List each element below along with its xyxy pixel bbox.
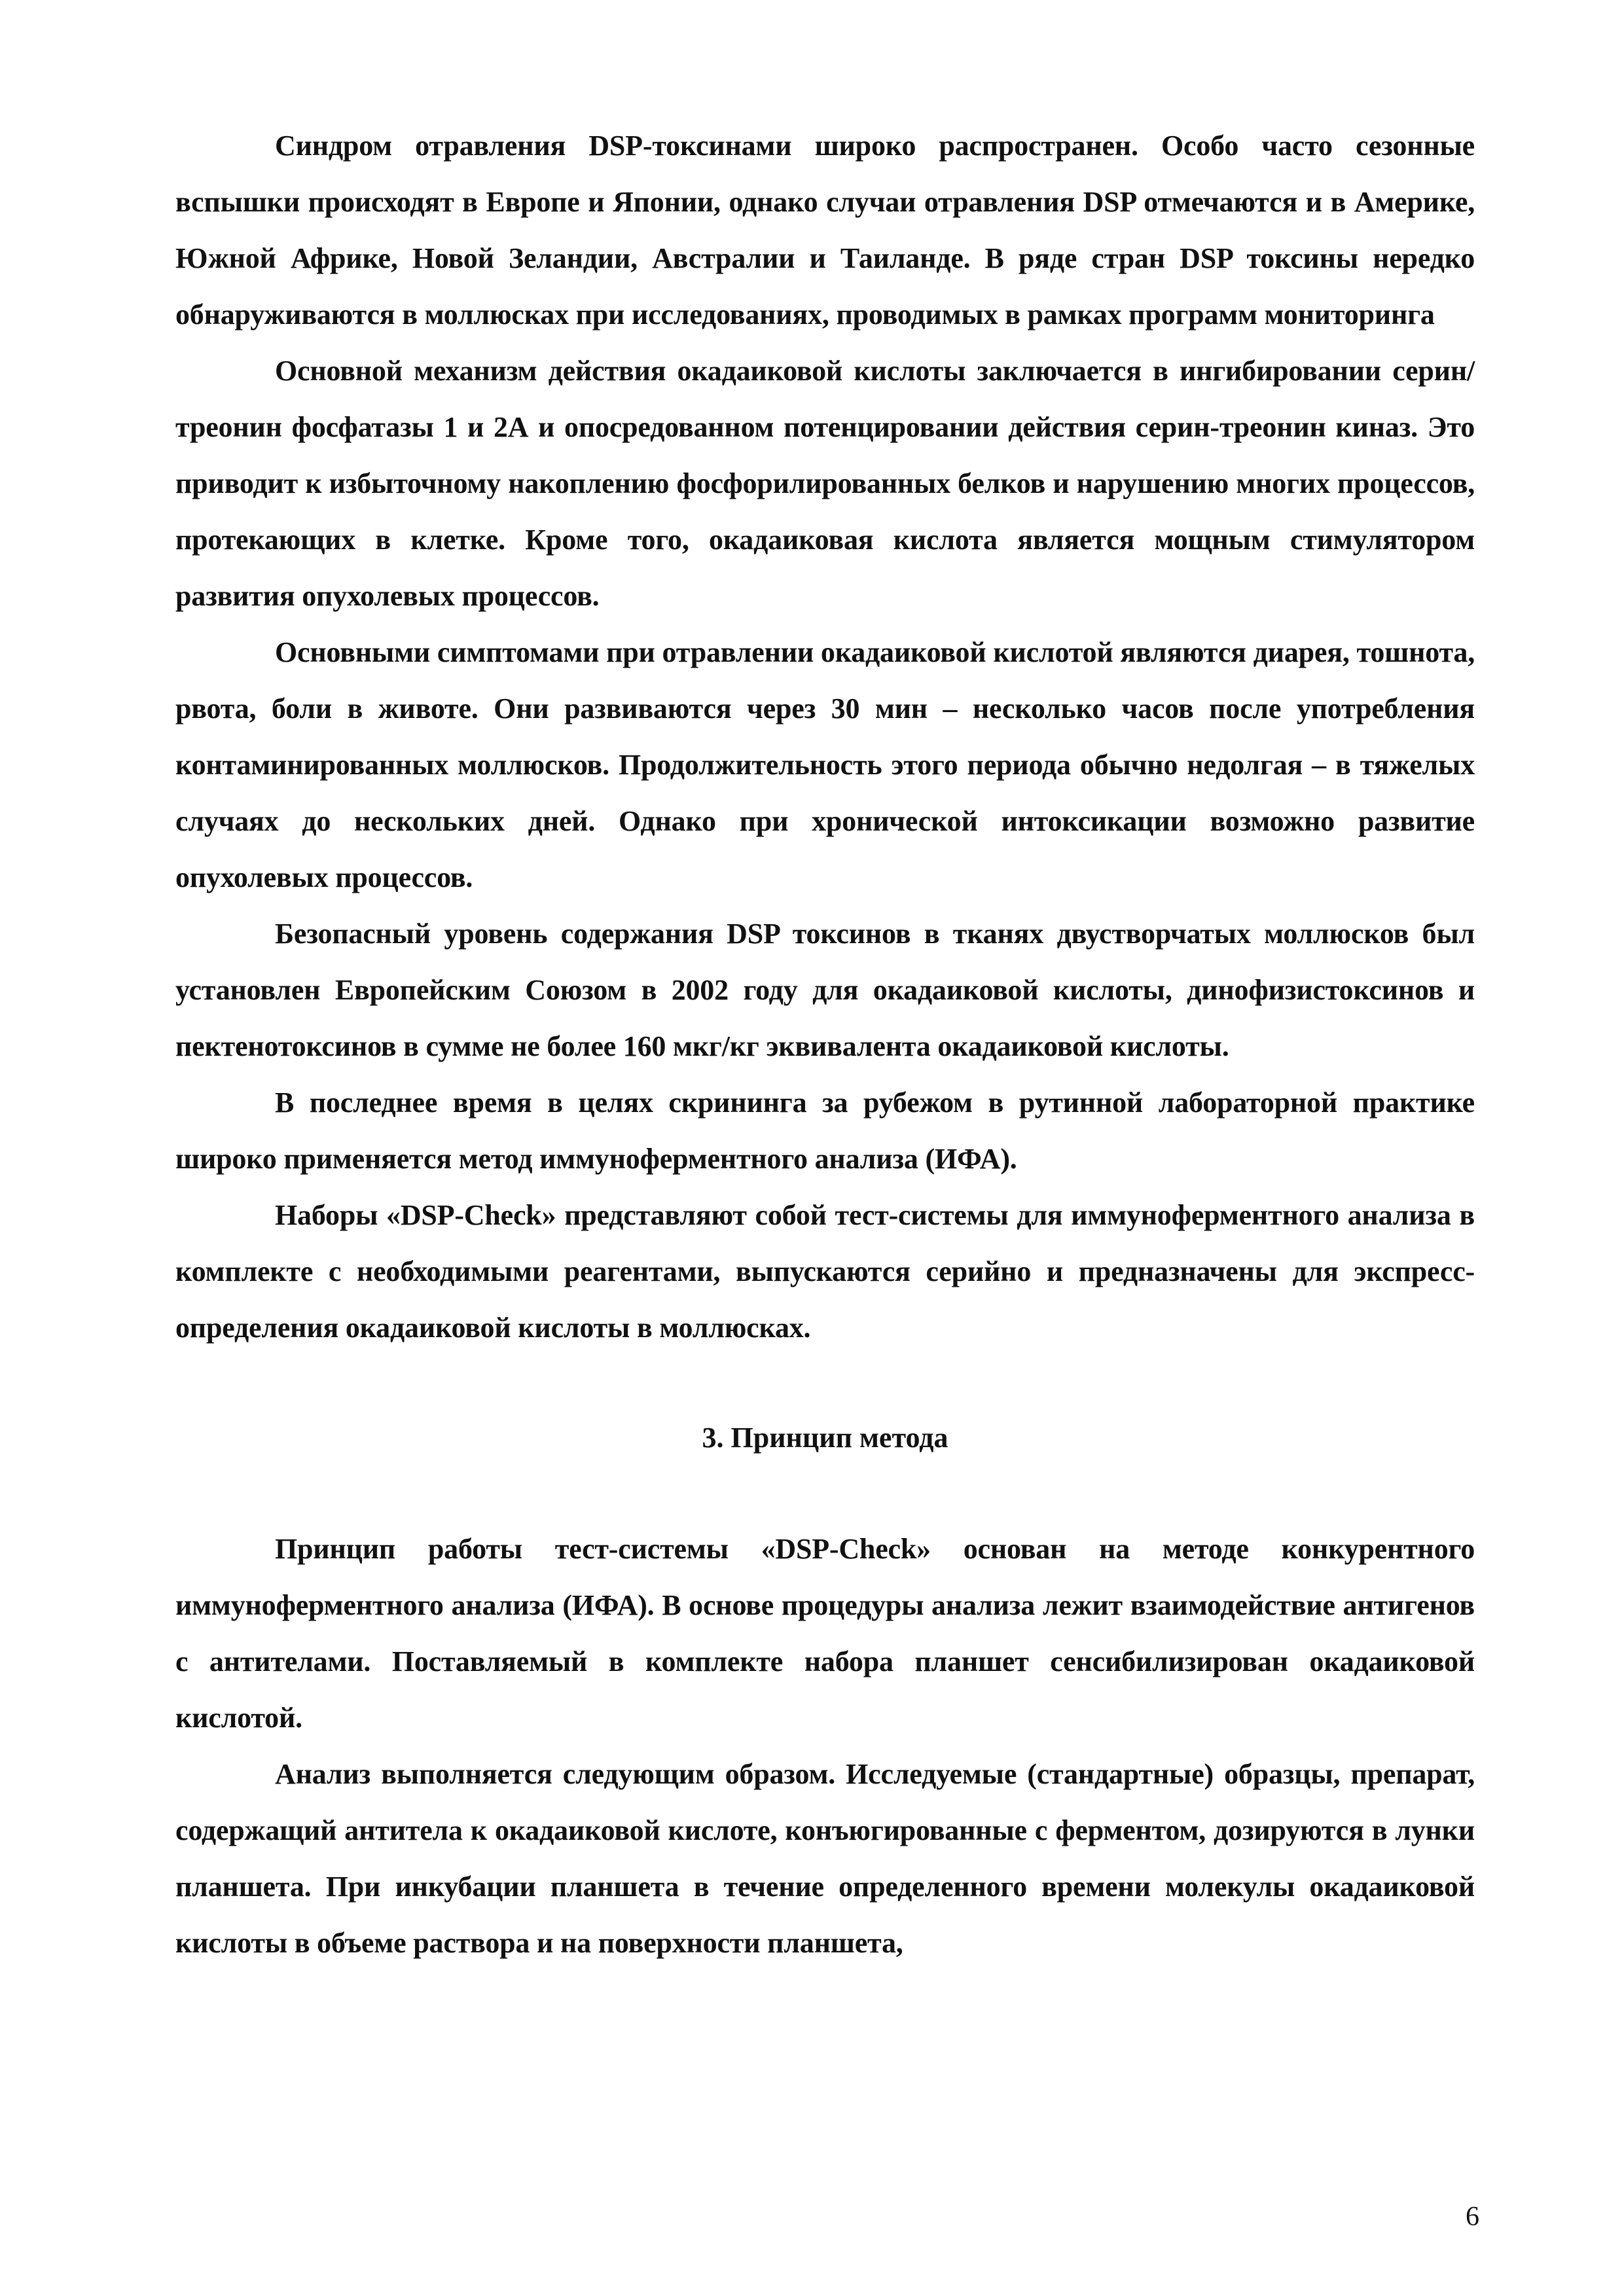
paragraph-procedure: Анализ выполняется следующим образом. Исследуемые (стандартные) образцы, препарат, содержащий антитела к окадаиковой кислоте, конъюгированные с ферментом, дозируются в лунки планшета. При инкубации планшета в течение определенного времени молекулы окадаиковой кислоты в объеме раствора и на поверхности планшета, [175, 1758, 1475, 1959]
document-body [175, 118, 1475, 1971]
paragraph-mechanism: Основной механизм действия окадаиковой кислоты заключается в ингибировании серин/треонин фосфатазы 1 и 2А и опосредованном потенцировании действия серин-треонин киназ. Это приводит к избыточному накоплению фосфорилированных белков и нарушению многих процессов, протекающих в клетке. Кроме того, окадаиковая кислота является мощным стимулятором развития опухолевых процессов. [175, 355, 1475, 612]
paragraph-screening: В последнее время в целях скрининга за рубежом в рутинной лабораторной практике широко применяется метод иммуноферментного анализа (ИФА). [175, 1086, 1475, 1175]
paragraph-kits: Наборы «DSP-Check» представляют собой тест-системы для иммуноферментного анализа в комплекте с необходимыми реагентами, выпускаются серийно и предназначены для экспресс-определения окадаиковой кислоты в моллюсках. [175, 1199, 1475, 1344]
paragraph-safe-level: Безопасный уровень содержания DSP токсинов в тканях двустворчатых моллюсков был установлен Европейским Союзом в 2002 году для окадаиковой кислоты, динофизистоксинов и пектенотоксинов в сумме не более 160 мкг/кг эквивалента окадаиковой кислоты. [175, 918, 1475, 1062]
page-number: 6 [1466, 2202, 1479, 2232]
paragraph-dsp-syndrome: Синдром отравления DSP-токсинами широко распространен. Особо часто сезонные вспышки происходят в Европе и Японии, однако случаи отравления DSP отмечаются и в Америке, Южной Африке, Новой Зеландии, Австралии и Таиланде. В ряде стран DSP токсины нередко обнаруживаются в моллюсках при исследованиях, проводимых в рамках программ мониторинга [175, 130, 1475, 331]
paragraph-symptoms: Основными симптомами при отравлении окадаиковой кислотой являются диарея, тошнота, рвота, боли в животе. Они развиваются через 30 мин – несколько часов после употребления контаминированных моллюсков. Продолжительность этого периода обычно недолгая – в тяжелых случаях до нескольких дней. Однако при хронической интоксикации возможно развитие опухолевых процессов. [175, 636, 1475, 893]
paragraph-principle: Принцип работы тест-системы «DSP-Check» основан на методе конкурентного иммуноферментного анализа (ИФА). В основе процедуры анализа лежит взаимодействие антигенов с антителами. Поставляемый в комплекте набора планшет сенсибилизирован окадаиковой кислотой. [175, 1533, 1475, 1734]
section-heading: 3. Принцип метода [702, 1422, 948, 1454]
